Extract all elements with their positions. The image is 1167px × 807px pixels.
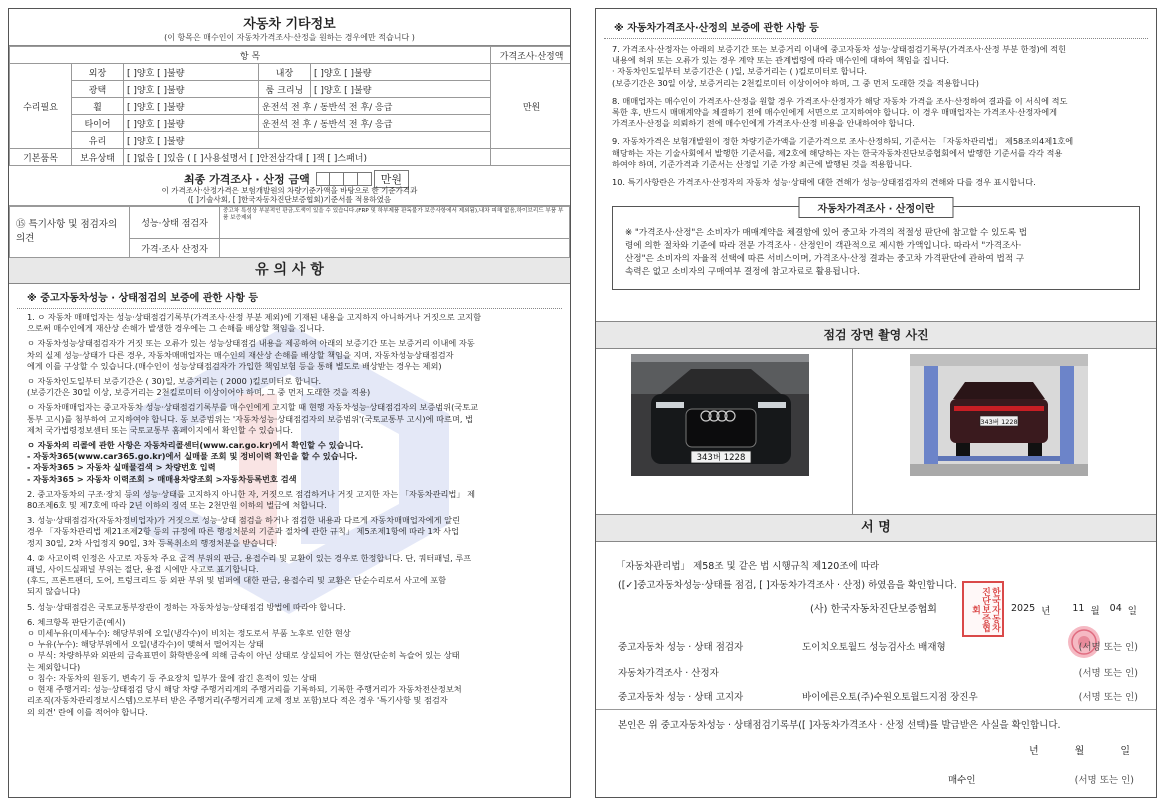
explainer-line: ※ "가격조사·산정"은 소비자가 매매계약을 체결함에 있어 중고차 가격의 적절성 판단에 참고할 수 있도록 법: [625, 228, 1028, 239]
note-line: 3. 성능·상태점검자(자동차정비업자)가 거짓으로 성능·상태 점검을 하거나 점검한 내용과 다르게 자동차매매업자에게 알린: [27, 515, 460, 526]
explainer-line: 속력은 없고 소비자의 구매여부 결정에 참고자료로 활용됩니다.: [625, 267, 860, 278]
signer-value[interactable]: 도이치오토월드 성능검사소 배재형: [802, 642, 946, 653]
final-note-2: ([ ]기술사회, [ ]한국자동차진단보증협회)기준서를 적용하였음: [187, 195, 392, 204]
rear-photo: [910, 354, 1088, 476]
note-line: 는 제외합니다): [27, 661, 81, 672]
repair-option[interactable]: [ ]양호 [ ]불량: [124, 98, 259, 115]
special-notes-table: [9, 206, 570, 258]
repair-item: 타이어: [72, 115, 124, 132]
price-header: 가격조사·산정액: [491, 47, 571, 64]
sign-title: 서 명: [596, 515, 1156, 542]
price-explainer-title: 자동차가격조사 · 산정이란: [798, 197, 953, 218]
photo-title: 점검 장면 촬영 사진: [596, 322, 1156, 349]
other-info-title: 자동차 기타정보: [243, 17, 336, 32]
note-line: (보증기간은 30일 이상, 보증거리는 2천킬로미터 이상이어야 하며, 그 중 먼저 도래한 것을 적용): [27, 387, 371, 398]
repair-item: 휠: [72, 98, 124, 115]
unit-label: 만원: [491, 64, 571, 149]
note-line: 되지 않습니다): [27, 586, 81, 597]
note-line: ㅇ 자동차인도일부터 보증기간은 ( 30)일, 보증거리는 ( 2000 )킬로미터로 합니다.: [27, 376, 322, 387]
note-line: 에게 이를 구상할 수 있습니다.(매수인이 성능상태점검자가 가입한 책임보험 등을 통해 별도로 배상받는 경우는 제외): [27, 360, 442, 371]
sign-check[interactable]: ([✓]중고자동차성능·상태를 점검, [ ]자동차가격조사 · 산정) 하였음을 확인합니다.: [618, 580, 957, 591]
notice-section-head: ※ 중고자동차성능 · 상태점검의 보증에 관한 사항 등: [17, 284, 562, 309]
note-line: 10. 특기사항란은 가격조사·산정자의 자동차 성능·상태에 대한 견해가 성능·상태점검자의 견해와 다를 경우 표시합니다.: [612, 177, 1036, 188]
note-line: 경우 「자동차관리법 제21조제2항 등의 규정에 따른 행정처분의 기준과 절차에 관한 규칙」 제5조제1항에 따라 1차 사업: [27, 526, 460, 537]
other-info-subtitle: (이 항목은 매수인이 자동차가격조사·산정을 원하는 경우에만 적습니다 ): [164, 33, 415, 42]
note-line: 가격조사·산정을 의뢰하기 전에 매수인에게 가격조사·산정 비용을 안내하여야 합니다.: [612, 118, 915, 129]
note-line: 패널, 사이드실패널 부위는 절단, 용접 시에만 사고로 표기합니다.: [27, 564, 259, 575]
car-rear-image: [910, 354, 1088, 476]
signer-label: 중고자동차 성능 · 상태 고지자: [618, 692, 744, 703]
explainer-line: 령에 의한 절차와 기준에 따라 전문 가격조사 · 산정인이 객관적으로 제시한 가액입니다. 따라서 "가격조사·: [625, 241, 1022, 252]
repair-item: 외장: [72, 64, 124, 81]
sign-law: 「자동차관리법」 제58조 및 같은 법 시행규칙 제120조에 따라: [616, 561, 880, 572]
receipt-date[interactable]: 년 월 일: [1028, 746, 1130, 757]
basic-items-sub: 보유상태: [72, 149, 124, 166]
note-line: 2. 중고자동차의 구조·장치 등의 성능·상태를 고지하지 아니한 자, 거짓으로 점검하거나 거짓 고지한 자는 「자동차관리법」 제: [27, 488, 476, 499]
note-line: · 자동차인도일부터 보증기간은 ( )일, 보증거리는 ( )킬로미터로 합니다.: [612, 66, 867, 77]
association-seal: 한국자동차진단보증협회: [962, 581, 1004, 637]
special-notes-label: ⑮ 특기사항 및 점검자의 의견: [10, 207, 130, 258]
note-line: ㅇ 자동차의 리콜에 관한 사항은 자동차리콜센터(www.car.go.kr)에서 확인할 수 있습니다.: [27, 440, 364, 451]
note-line: ㅇ 누유(누수): 해당부위에서 오일(냉각수)이 맺혀서 떨어지는 상태: [27, 639, 264, 650]
note-line: - 자동차365 > 자동차 이력조회 > 매매용차량조회 >자동차등록번호 검색: [27, 473, 297, 484]
inspector-note[interactable]: 중고차 특성상 부분적인 판금,도색이 있을 수 있습니다.(FRP 및 하부제품 판독불가 보증사항에서 제외됨),내차 피해 없음,하이브리드 부품 부품 보증제외: [220, 207, 570, 239]
note-line: 4. ② 사고이력 인정은 사고로 자동차 주요 골격 부위의 판금, 용접수리 및 교환이 있는 경우로 한정합니다. 단, 쿼터패널, 루프: [27, 552, 472, 563]
other-info-title-block: [9, 9, 570, 46]
note-line: (후드, 프론트펜더, 도어, 트렁크리드 등 외판 부위 및 범퍼에 대한 판금, 용접수리 및 교환은 단순수리로서 사고에 포함: [27, 575, 447, 586]
note-line: 록한 후, 반드시 매매계약을 체결하기 전에 매수인에게 서면으로 고지하여야 합니다. 이 경우 매매업자는 가격조사·산정자에게: [612, 107, 1058, 118]
right-page: [595, 8, 1157, 798]
repair-label: 수리필요: [10, 64, 72, 149]
receipt-text: 본인은 위 중고자동차성능 · 상태점검기록부([ ]자동차가격조사 · 산정 선택)를 발급받은 사실을 확인합니다.: [618, 720, 1061, 731]
note-line: 9. 자동차가격은 보험개발원이 정한 차량기준가액을 기준가격으로 조사·산정하되, 기준서는 「자동차관리법」 제58조의4제1호에: [612, 136, 1074, 147]
note-line: ㅇ 자동차매매업자는 중고자동차 성능·상태점검기록부를 매수인에게 고지할 때 현행 자동차성능·상태점검자의 보증범위(국토교: [27, 402, 479, 413]
buyer-sign[interactable]: (서명 또는 인): [1074, 775, 1134, 786]
note-line: 통부 고시)를 첨부하여 고지하여야 합니다. 동 보증범위는 '자동차성능·상태점검자의 보증범위'(국토교통부 고시)에 따르며, 법: [27, 413, 473, 424]
note-line: 차의 실제 성능·상태가 다른 경우, 자동차매매업자는 매수인의 재산상 손해를 배상할 책임을 지며, 자동차성능상태점검자: [27, 349, 454, 360]
signer-value[interactable]: 바이에른오토(주)수원오토월드지점 장진우: [802, 692, 978, 703]
final-price-unit: 만원: [374, 170, 409, 188]
note-line: 8. 매매업자는 매수인이 가격조사·산정을 원할 경우 가격조사·산정자가 해당 자동차 가격을 조사·산정하여 결과를 이 서식에 적도: [612, 95, 1068, 106]
sign-date: 2025 년 11 월 04 일: [1011, 603, 1137, 617]
signer-row-notifier: [618, 689, 1138, 703]
left-page: [8, 8, 571, 798]
note-line: 80조제6호 및 제7호에 따라 2년 이하의 징역 또는 2천만원 이하의 벌금에 처합니다.: [27, 500, 327, 511]
note-line: 으로써 매수인에게 재산상 손해가 발생한 경우에는 그 손해를 배상할 책임을 집니다.: [27, 323, 325, 334]
note-line: 내용에 허위 또는 오류가 있는 경우 계약 또는 관계법령에 따라 매수인에 대하여 책임을 집니다.: [612, 55, 949, 66]
note-line: 제처 국가법령정보센터 또는 국토교통부 홈페이지에서 확인할 수 있습니다.: [27, 424, 294, 435]
repair-option[interactable]: [ ]양호 [ ]불량: [311, 81, 491, 98]
repair-option[interactable]: [ ]양호 [ ]불량: [124, 64, 259, 81]
signer-sign[interactable]: (서명 또는 인): [1078, 692, 1138, 703]
note-line: 5. 성능·상태점검은 국토교통부장관이 정하는 자동차성능·상태점검 방법에 따라야 합니다.: [27, 601, 346, 612]
final-price-title: 최종 가격조사 · 산정 금액: [184, 173, 310, 186]
note-line: 리조직(자동차관리정보시스템)으로부터 받은 주행거리(주행거리계 교체 정보 포함)보다 적은 경우 '특기사항 및 점검자: [27, 695, 448, 706]
signer-row-price: [618, 665, 1138, 679]
price-section-head: ※ 자동차가격조사·산정의 보증에 관한 사항 등: [604, 9, 1148, 39]
note-line: ㅇ 현재 주행거리: 성능·상태점검 당시 해당 차량 주행거리계의 주행거리를 기록하되, 기록한 주행거리가 자동차전산정보처: [27, 684, 462, 695]
note-line: - 자동차365 > 자동차 실매물검색 > 차량번호 입력: [27, 462, 216, 473]
price-inspector-note[interactable]: [220, 239, 570, 258]
repair-item: 룸 크리닝: [259, 81, 311, 98]
note-line: ㅇ 미세누유(미세누수): 해당부위에 오일(냉각수)이 비치는 정도로서 부품 노후로 인한 현상: [27, 628, 351, 639]
front-plate: 343버 1228: [696, 453, 746, 463]
repair-option[interactable]: [ ]양호 [ ]불량: [311, 64, 491, 81]
basic-items-value[interactable]: [ ]없음 [ ]있음 ( [ ]사용설명서 [ ]안전삼각대 [ ]잭 [ ]스패너): [124, 149, 491, 166]
repair-position[interactable]: 운전석 전 후 / 동반석 전 후/ 응급: [259, 98, 491, 115]
note-line: - 자동차365(www.car365.go.kr)에서 실매물 조회 및 정비이력 확인을 할 수 있습니다.: [27, 451, 358, 462]
front-photo: [631, 354, 809, 476]
price-inspector-label: 가격·조사 산정자: [130, 239, 220, 258]
final-price-block: [9, 166, 570, 206]
explainer-line: 산정"은 소비자의 자율적 선택에 따른 서비스이며, 가격조사·산정 결과는 중고차 가격판단에 관하여 법적 구: [625, 254, 1025, 265]
notice-body: [9, 284, 570, 718]
repair-table: [9, 46, 571, 166]
signer-label: 자동차가격조사 · 산정자: [618, 668, 719, 679]
item-header: 항 목: [10, 47, 491, 64]
notice-list: [9, 309, 570, 718]
note-line: 7. 가격조사·산정자는 아래의 보증기간 또는 보증거리 이내에 중고자동차 성능·상태점검기록부(가격조사·산정 부분 한정)에 적힌: [612, 44, 1067, 54]
repair-option[interactable]: [ ]양호 [ ]불량: [124, 115, 259, 132]
price-notes: [596, 39, 1156, 188]
buyer-label: 매수인: [948, 775, 976, 786]
rear-plate: 343버 1228: [980, 418, 1018, 426]
note-line: ㅇ 침수: 자동차의 원동기, 변속기 등 주요장치 일부가 물에 잠긴 흔적이 있는 상태: [27, 672, 317, 683]
signer-row-inspector: [618, 639, 1138, 653]
note-line: 의 의견' 란에 이를 적어야 합니다.: [27, 706, 148, 717]
association-name: (사) 한국자동차진단보증협회: [810, 604, 937, 615]
car-front-image: [631, 354, 809, 476]
date-month: 11: [1072, 603, 1085, 614]
note-line: 해당하는 자는 기술사회에서 발행한 기준서를, 제2호에 해당하는 자는 한국자동차진단보증협회에서 발행한 기준서를 각각 적용: [612, 147, 1063, 158]
signer-sign[interactable]: (서명 또는 인): [1078, 668, 1138, 679]
repair-option[interactable]: [ ]양호 [ ]불량: [124, 132, 259, 149]
note-line: 정지 30일, 2차 사업정지 90일, 3차 등록취소의 행정처분을 받습니다.: [27, 537, 277, 548]
date-year: 2025: [1011, 603, 1036, 614]
note-line: 1. ㅇ 자동차 매매업자는 성능·상태점검기록부(가격조사·산정 부분 제외)에 기재된 내용을 고지하지 아니하거나 거짓으로 고지함: [27, 312, 482, 322]
repair-position[interactable]: 운전석 전 후 / 동반석 전 후/ 응급: [259, 115, 491, 132]
signer-sign[interactable]: (서명 또는 인): [1078, 642, 1138, 653]
note-line: ㅇ 자동차성능상태점검자가 거짓 또는 오류가 있는 성능상태점검 내용을 제공하여 아래의 보증기간 또는 보증거리 이내에 자동: [27, 338, 475, 349]
signer-label: 중고자동차 성능 · 상태 점검자: [618, 642, 744, 653]
note-line: ㅇ 부식: 차량하부와 외판의 금속표면이 화학반응에 의해 금속이 아닌 상태로 상실되어 가는 현상(단순히 녹슬어 있는 상태: [27, 650, 460, 661]
repair-blank: [259, 132, 491, 149]
repair-option[interactable]: [ ]양호 [ ]불량: [124, 81, 259, 98]
notice-title: 유 의 사 항: [9, 258, 570, 284]
date-day: 04: [1109, 603, 1122, 614]
final-note-1: 이 가격조사·산정가격은 보험개발원의 차량기준가액을 바탕으로 한 기준가격과: [161, 186, 418, 195]
repair-item: 내장: [259, 64, 311, 81]
note-line: 6. 체크항목 판단기준(예시): [27, 616, 126, 627]
photo-section: [596, 321, 1156, 515]
basic-items-label: 기본품목: [10, 149, 72, 166]
repair-item: 유리: [72, 132, 124, 149]
note-line: 하여야 하며, 기준가격과 기준서는 산정일 기준 가장 최근에 발행된 것을 적용합니다.: [612, 158, 913, 169]
inspector-label: 성능·상태 점검자: [130, 207, 220, 239]
repair-item: 광택: [72, 81, 124, 98]
price-explainer-box: [612, 206, 1140, 290]
note-line: (보증기간은 30일 이상, 보증거리는 2천킬로미터 이상이어야 하며, 그 중 먼저 도래한 것을 적용합니다): [612, 77, 979, 88]
